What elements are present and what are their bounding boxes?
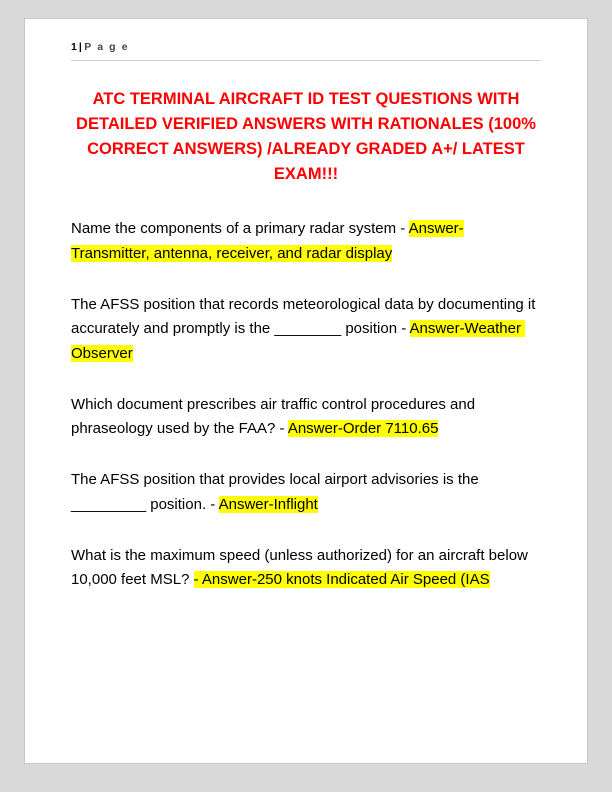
header-separator: | [78,41,83,53]
page-content [25,19,587,593]
qa-list [71,217,541,592]
qa-item [71,217,541,266]
question-text: Which document prescribes air traffic control procedures and phraseology used by the FAA? - [71,395,480,438]
question-text: What is the maximum speed (unless authorized) for an aircraft below 10,000 feet MSL? [71,546,533,589]
page-title: ATC TERMINAL AIRCRAFT ID TEST QUESTIONS WITH DETAILED VERIFIED ANSWERS WITH RATIONALES (100% CORRECT ANSWERS) /ALREADY GRADED A+/ LATEST EXAM!!! [76,90,536,184]
header-page-number: 1 [71,41,77,53]
qa-item [71,468,541,517]
qa-item [71,293,541,366]
answer-text: - Answer-250 knots Indicated Air Speed (IAS [193,571,490,589]
document-page [24,18,588,764]
answer-text: Answer-Weather Observer [71,320,526,362]
answer-text: Answer-Inflight [218,495,318,513]
qa-item [71,393,541,442]
answer-text: Answer-Order 7110.65 [287,420,439,438]
question-text: Name the components of a primary radar system - [71,220,409,238]
question-text: The AFSS position that provides local airport advisories is the _________ position. - [71,471,483,513]
question-text: The AFSS position that records meteorological data by documenting it accurately and promptly is the ________ position - [71,295,540,338]
page-header [71,41,541,61]
header-page-label: P a g e [84,41,130,53]
qa-item [71,544,541,593]
answer-text: Answer-Transmitter, antenna, receiver, and radar display [71,220,464,262]
